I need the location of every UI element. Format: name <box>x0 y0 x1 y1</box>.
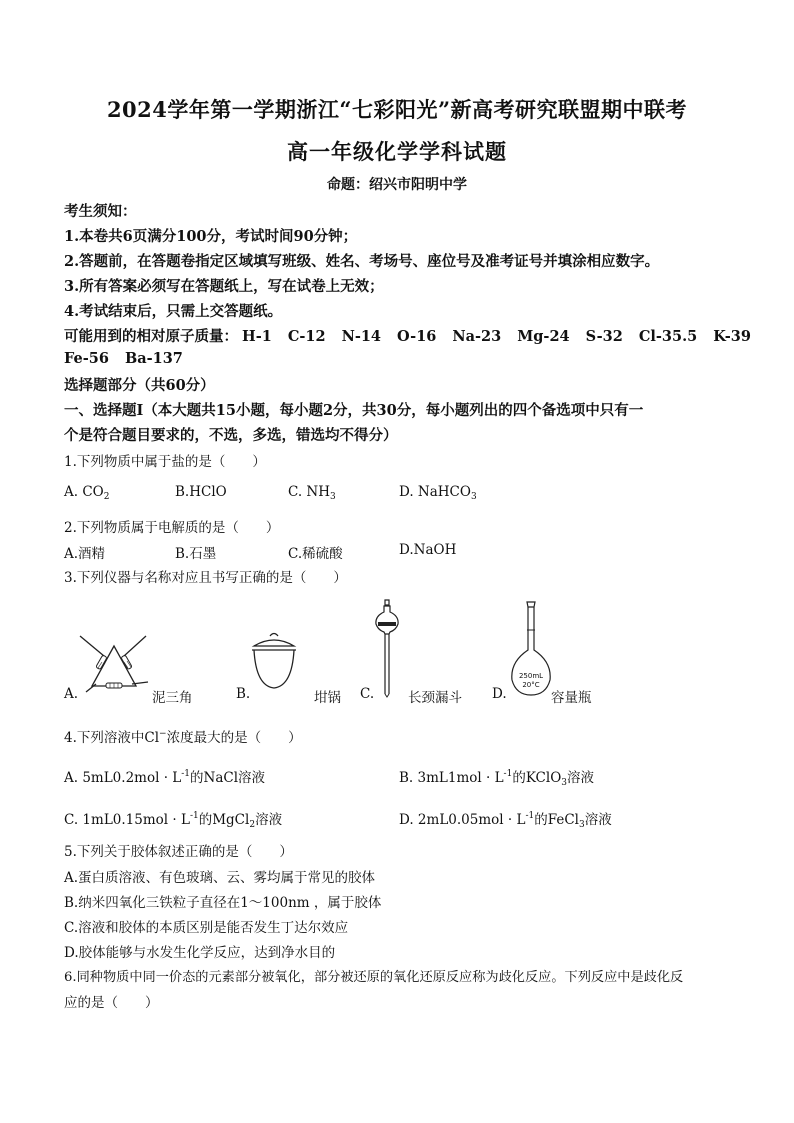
mass-item: O-16 <box>397 328 437 345</box>
question-4-stem <box>64 726 302 746</box>
option-text: B. 3mL1mol · L <box>399 770 504 786</box>
mass-item: Cl-35.5 <box>638 328 698 345</box>
superscript: -1 <box>525 811 535 821</box>
question-3-option-d-letter: D. <box>492 686 507 702</box>
exam-title: 2024学年第一学期浙江“七彩阳光”新高考研究联盟期中联考 <box>106 97 688 122</box>
question-6-stem-line2: 应的是（ ） <box>64 995 159 1011</box>
superscript: − <box>159 729 167 739</box>
question-6-stem-line1: 6.同种物质中同一价态的元素部分被氧化，部分被还原的氧化还原反应称为歧化反应。下列反应中是歧化反 <box>64 970 684 985</box>
mass-item: Fe-56 <box>64 350 109 367</box>
exam-subtitle: 高一年级化学学科试题 <box>287 139 507 164</box>
question-1-stem: 1.下列物质中属于盐的是（ ） <box>64 454 266 470</box>
question-4-option-b <box>399 766 594 788</box>
superscript: -1 <box>181 769 191 779</box>
notice-item-4: 4.考试结束后，只需上交答题纸。 <box>64 303 283 320</box>
question-3-stem: 3.下列仪器与名称对应且书写正确的是（ ） <box>64 570 347 586</box>
subscript: 3 <box>330 492 336 502</box>
option-text: C. NH <box>288 484 331 500</box>
question-2-option-a: A.酒精 <box>64 546 106 562</box>
question-3-option-a-letter: A. <box>64 686 79 702</box>
question-5-option-a: A.蛋白质溶液、有色玻璃、云、雾均属于常见的胶体 <box>64 870 376 886</box>
stem-text: 浓度最大的是（ ） <box>166 730 302 746</box>
section-title-line1: 一、选择题Ⅰ（本大题共15小题，每小题2分，共30分，每小题列出的四个备选项中只有一 <box>64 402 644 419</box>
question-5-option-c: C.溶液和胶体的本质区别是能否发生丁达尔效应 <box>64 920 349 936</box>
question-2-stem: 2.下列物质属于电解质的是（ ） <box>64 520 280 536</box>
stem-text: 4.下列溶液中Cl <box>64 730 160 746</box>
question-3-option-b-name: 坩锅 <box>314 690 341 706</box>
atomic-masses-line1 <box>64 325 751 346</box>
notice-item-2: 2.答题前，在答题卷指定区域填写班级、姓名、考场号、座位号及准考证号并填涂相应数字。 <box>64 253 660 270</box>
option-text: 的NaCl溶液 <box>190 770 266 786</box>
mass-item: N-14 <box>341 328 382 345</box>
option-text: A. CO <box>64 484 104 500</box>
question-4-option-a <box>64 766 265 786</box>
question-1-option-b: B.HClO <box>175 484 227 500</box>
question-2-option-b: B.石墨 <box>175 546 217 562</box>
option-text: A. 5mL0.2mol · L <box>64 770 182 786</box>
superscript: -1 <box>189 811 199 821</box>
subscript: 3 <box>578 820 585 830</box>
flask-label-volume: 250mL <box>518 672 544 680</box>
subscript: 3 <box>470 492 477 502</box>
question-3-option-c-name: 长颈漏斗 <box>408 690 462 706</box>
mass-item: S-32 <box>585 328 623 345</box>
subscript: 2 <box>249 820 256 830</box>
subscript: 2 <box>103 492 110 502</box>
notice-item-3: 3.所有答案必须写在答题纸上，写在试卷上无效； <box>64 278 384 295</box>
option-text: 溶液 <box>584 812 612 828</box>
question-5-option-d: D.胶体能够与水发生化学反应，达到净水目的 <box>64 945 336 961</box>
mass-item: Mg-24 <box>517 328 570 345</box>
section-part: 选择题部分（共60分） <box>64 377 215 394</box>
clay-triangle-icon <box>78 632 150 696</box>
option-text: 的FeCl <box>534 812 579 828</box>
crucible-icon <box>248 630 300 692</box>
question-3-option-d-name: 容量瓶 <box>551 690 592 706</box>
mass-item: Ba-137 <box>124 350 183 367</box>
option-text: 的MgCl <box>198 812 250 828</box>
option-text: D. NaHCO <box>399 484 471 500</box>
exam-author: 命题：绍兴市阳明中学 <box>327 177 467 193</box>
mass-item: H-1 <box>242 328 272 345</box>
section-title-line2: 个是符合题目要求的，不选，多选，错选均不得分） <box>64 427 398 444</box>
atomic-masses-line2 <box>64 350 199 367</box>
separatory-funnel-icon <box>372 598 402 698</box>
question-1-option-c <box>288 484 336 502</box>
mass-item: Na-23 <box>452 328 502 345</box>
mass-item: C-12 <box>287 328 326 345</box>
mass-item: K-39 <box>713 328 751 345</box>
question-2-option-d: D.NaOH <box>399 542 457 558</box>
flask-label-temperature: 20°C <box>522 681 540 689</box>
option-text: 溶液 <box>567 770 594 786</box>
question-3-option-b-letter: B. <box>236 686 251 702</box>
question-5-option-b: B.纳米四氧化三铁粒子直径在1～100nm ，属于胶体 <box>64 895 382 911</box>
option-text: C. 1mL0.15mol · L <box>64 812 190 828</box>
superscript: -1 <box>503 769 513 779</box>
subscript: 3 <box>561 778 567 788</box>
atomic-masses-label: 可能用到的相对原子质量： <box>64 328 238 345</box>
question-5-stem: 5.下列关于胶体叙述正确的是（ ） <box>64 844 293 860</box>
notice-heading: 考生须知： <box>64 203 137 220</box>
question-1-option-a <box>64 484 109 502</box>
question-3-option-c-letter: C. <box>360 686 375 702</box>
notice-item-1: 1.本卷共6页满分100分，考试时间90分钟； <box>64 228 358 245</box>
question-3-option-a-name: 泥三角 <box>152 690 193 706</box>
question-1-option-d <box>399 484 477 502</box>
option-text: 溶液 <box>255 812 283 828</box>
option-text: 的KClO <box>512 770 562 786</box>
option-text: D. 2mL0.05mol · L <box>399 812 526 828</box>
question-4-option-c <box>64 808 282 830</box>
question-4-option-d <box>399 808 612 830</box>
question-2-option-c: C.稀硫酸 <box>288 546 343 562</box>
